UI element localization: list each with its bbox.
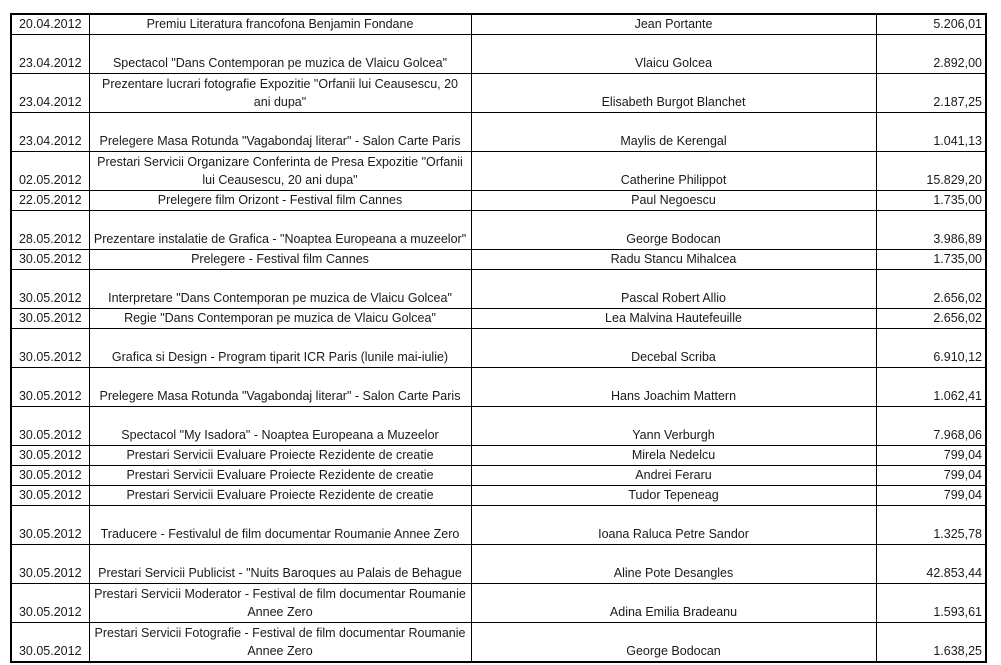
date-cell: 28.05.2012 [11, 211, 89, 250]
description-cell: Premiu Literatura francofona Benjamin Fondane [89, 14, 471, 35]
description-cell: Prestari Servicii Evaluare Proiecte Rezidente de creatie [89, 486, 471, 506]
description-cell: Grafica si Design - Program tiparit ICR Paris (lunile mai-iulie) [89, 329, 471, 368]
date-cell: 22.05.2012 [11, 191, 89, 211]
description-cell: Interpretare "Dans Contemporan pe muzica de Vlaicu Golcea" [89, 270, 471, 309]
name-cell: George Bodocan [471, 211, 876, 250]
table-row [11, 74, 986, 113]
name-cell: Paul Negoescu [471, 191, 876, 211]
date-cell: 30.05.2012 [11, 250, 89, 270]
table-row [11, 446, 986, 466]
date-cell: 02.05.2012 [11, 152, 89, 191]
amount-cell: 2.187,25 [876, 74, 986, 113]
amount-cell: 1.325,78 [876, 506, 986, 545]
date-cell: 30.05.2012 [11, 329, 89, 368]
date-cell: 30.05.2012 [11, 270, 89, 309]
amount-cell: 2.892,00 [876, 35, 986, 74]
table-row [11, 309, 986, 329]
table-row [11, 329, 986, 368]
name-cell: Adina Emilia Bradeanu [471, 584, 876, 623]
amount-cell: 1.735,00 [876, 191, 986, 211]
name-cell: Vlaicu Golcea [471, 35, 876, 74]
description-cell: Spectacol "My Isadora" - Noaptea Europeana a Muzeelor [89, 407, 471, 446]
description-cell: Spectacol "Dans Contemporan pe muzica de Vlaicu Golcea" [89, 35, 471, 74]
table-row [11, 14, 986, 35]
table-row [11, 584, 986, 623]
name-cell: Pascal Robert Allio [471, 270, 876, 309]
name-cell: George Bodocan [471, 623, 876, 662]
date-cell: 30.05.2012 [11, 506, 89, 545]
date-cell: 30.05.2012 [11, 486, 89, 506]
description-cell: Prestari Servicii Moderator - Festival de film documentar Roumanie Annee Zero [89, 584, 471, 623]
date-cell: 30.05.2012 [11, 584, 89, 623]
amount-cell: 799,04 [876, 446, 986, 466]
name-cell: Yann Verburgh [471, 407, 876, 446]
date-cell: 23.04.2012 [11, 74, 89, 113]
name-cell: Lea Malvina Hautefeuille [471, 309, 876, 329]
description-cell: Prezentare lucrari fotografie Expozitie "Orfanii lui Ceausescu, 20 ani dupa" [89, 74, 471, 113]
name-cell: Elisabeth Burgot Blanchet [471, 74, 876, 113]
name-cell: Andrei Feraru [471, 466, 876, 486]
amount-cell: 1.638,25 [876, 623, 986, 662]
amount-cell: 1.062,41 [876, 368, 986, 407]
amount-cell: 5.206,01 [876, 14, 986, 35]
table-row [11, 211, 986, 250]
amount-cell: 1.735,00 [876, 250, 986, 270]
table-row [11, 368, 986, 407]
date-cell: 30.05.2012 [11, 309, 89, 329]
amount-cell: 799,04 [876, 486, 986, 506]
amount-cell: 1.041,13 [876, 113, 986, 152]
description-cell: Prestari Servicii Evaluare Proiecte Rezidente de creatie [89, 446, 471, 466]
date-cell: 23.04.2012 [11, 35, 89, 74]
table-row [11, 250, 986, 270]
table-row [11, 191, 986, 211]
amount-cell: 7.968,06 [876, 407, 986, 446]
name-cell: Decebal Scriba [471, 329, 876, 368]
date-cell: 30.05.2012 [11, 368, 89, 407]
amount-cell: 15.829,20 [876, 152, 986, 191]
description-cell: Prelegere - Festival film Cannes [89, 250, 471, 270]
amount-cell: 42.853,44 [876, 545, 986, 584]
amount-cell: 1.593,61 [876, 584, 986, 623]
date-cell: 30.05.2012 [11, 446, 89, 466]
description-cell: Regie "Dans Contemporan pe muzica de Vlaicu Golcea" [89, 309, 471, 329]
description-cell: Prelegere Masa Rotunda "Vagabondaj literar" - Salon Carte Paris [89, 368, 471, 407]
table-row [11, 486, 986, 506]
table-row [11, 466, 986, 486]
description-cell: Prestari Servicii Fotografie - Festival de film documentar Roumanie Annee Zero [89, 623, 471, 662]
table-row [11, 152, 986, 191]
description-cell: Prestari Servicii Evaluare Proiecte Rezidente de creatie [89, 466, 471, 486]
name-cell: Tudor Tepeneag [471, 486, 876, 506]
description-cell: Traducere - Festivalul de film documentar Roumanie Annee Zero [89, 506, 471, 545]
table-row [11, 506, 986, 545]
description-cell: Prestari Servicii Organizare Conferinta de Presa Expozitie "Orfanii lui Ceausescu, 20 ani dupa" [89, 152, 471, 191]
amount-cell: 3.986,89 [876, 211, 986, 250]
name-cell: Catherine Philippot [471, 152, 876, 191]
name-cell: Ioana Raluca Petre Sandor [471, 506, 876, 545]
name-cell: Mirela Nedelcu [471, 446, 876, 466]
table-row [11, 545, 986, 584]
expenses-table [10, 13, 987, 663]
date-cell: 30.05.2012 [11, 407, 89, 446]
date-cell: 30.05.2012 [11, 545, 89, 584]
table-row [11, 623, 986, 662]
table-row [11, 270, 986, 309]
description-cell: Prelegere film Orizont - Festival film Cannes [89, 191, 471, 211]
date-cell: 20.04.2012 [11, 14, 89, 35]
date-cell: 30.05.2012 [11, 466, 89, 486]
amount-cell: 799,04 [876, 466, 986, 486]
date-cell: 30.05.2012 [11, 623, 89, 662]
name-cell: Radu Stancu Mihalcea [471, 250, 876, 270]
table-row [11, 35, 986, 74]
name-cell: Aline Pote Desangles [471, 545, 876, 584]
name-cell: Maylis de Kerengal [471, 113, 876, 152]
description-cell: Prestari Servicii Publicist - "Nuits Baroques au Palais de Behague [89, 545, 471, 584]
amount-cell: 6.910,12 [876, 329, 986, 368]
description-cell: Prelegere Masa Rotunda "Vagabondaj literar" - Salon Carte Paris [89, 113, 471, 152]
table-row [11, 407, 986, 446]
table-row [11, 113, 986, 152]
amount-cell: 2.656,02 [876, 309, 986, 329]
description-cell: Prezentare instalatie de Grafica - "Noaptea Europeana a muzeelor" [89, 211, 471, 250]
name-cell: Hans Joachim Mattern [471, 368, 876, 407]
amount-cell: 2.656,02 [876, 270, 986, 309]
date-cell: 23.04.2012 [11, 113, 89, 152]
name-cell: Jean Portante [471, 14, 876, 35]
